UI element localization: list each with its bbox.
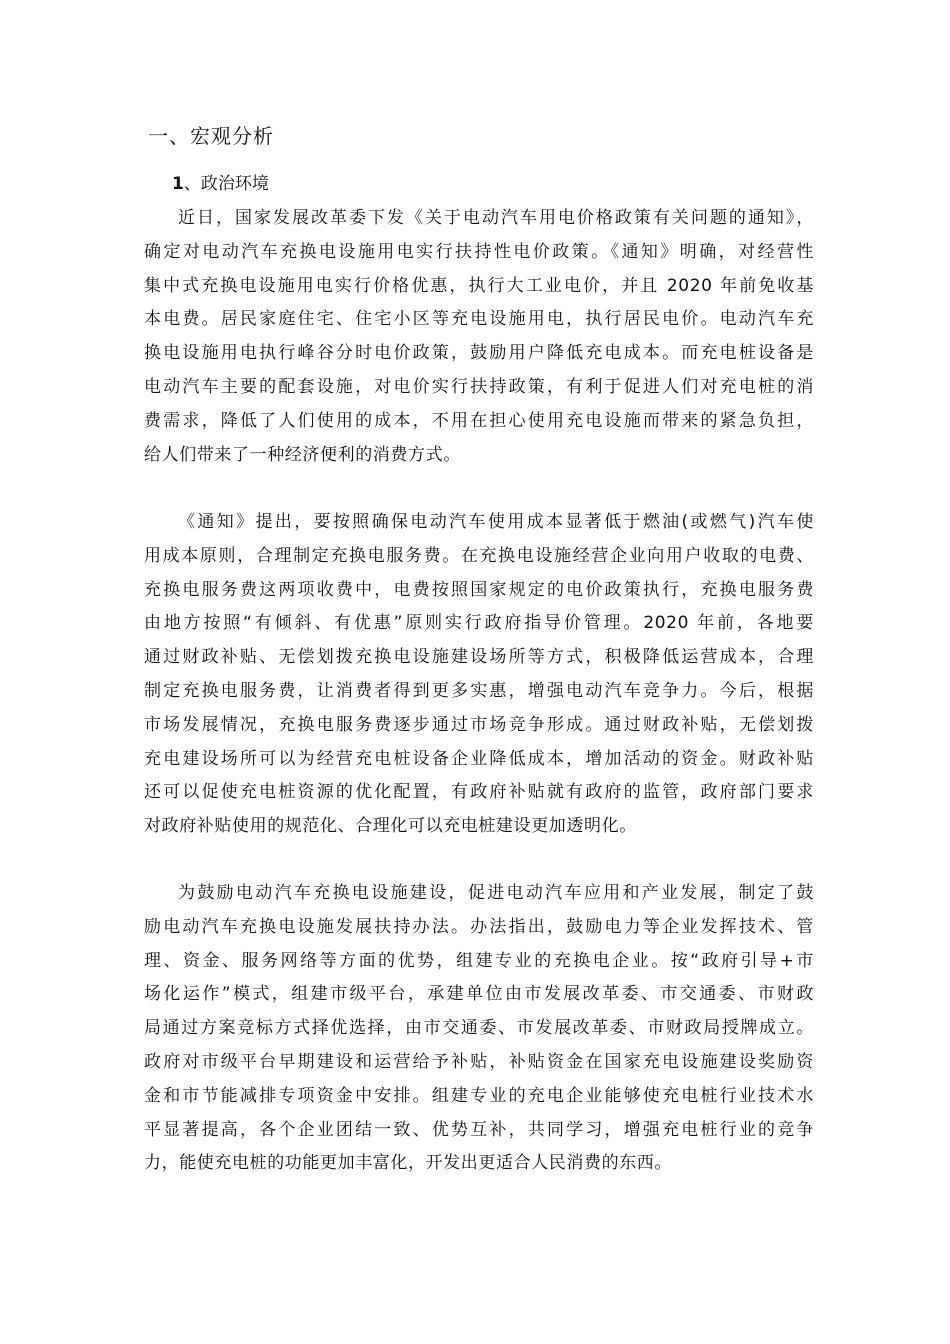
text-line: 政府对市级平台早期建设和运营给予补贴，补贴资金在国家充电设施建设奖励资 <box>144 1051 814 1072</box>
section-heading: 一、宏观分析 <box>148 124 274 148</box>
text-line: 对政府补贴使用的规范化、合理化可以充电桩建设更加透明化。 <box>144 816 637 837</box>
paragraph-1 <box>144 202 814 472</box>
text-line: 给人们带来了一种经济便利的消费方式。 <box>144 444 461 465</box>
paragraph-text <box>144 202 814 472</box>
text-line: 用成本原则，合理制定充换电服务费。在充换电设施经营企业向用户收取的电费、 <box>144 545 814 566</box>
text-line: 通过财政补贴、无偿划拨充换电设施建设场所等方式，积极降低运营成本，合理 <box>144 647 814 668</box>
text-line: 集中式充换电设施用电实行价格优惠，执行大工业电价，并且 2020 年前免收基 <box>144 275 814 296</box>
subheading <box>172 168 269 200</box>
text-line: 费需求，降低了人们使用的成本，不用在担心使用充电设施而带来的紧急负担， <box>144 410 814 431</box>
text-line: 充换电服务费这两项收费中，电费按照国家规定的电价政策执行，充换电服务费 <box>144 579 814 600</box>
subheading-text: 、政治环境 <box>183 174 269 194</box>
text-line: 换电设施用电执行峰谷分时电价政策，鼓励用户降低充电成本。而充电桩设备是 <box>144 343 814 364</box>
text-line: 电动汽车主要的配套设施，对电价实行扶持政策，有利于促进人们对充电桩的消 <box>144 376 814 397</box>
text-line: 《通知》提出，要按照确保电动汽车使用成本显著低于燃油(或燃气)汽车使 <box>178 512 814 532</box>
paragraph-3 <box>144 877 814 1181</box>
paragraph-2 <box>144 506 814 844</box>
text-line: 市场发展情况，充换电服务费逐步通过市场竞争形成。通过财政补贴，无偿划拨 <box>144 714 814 735</box>
text-line: 局通过方案竞标方式择优选择，由市交通委、市发展改革委、市财政局授牌成立。 <box>144 1018 814 1039</box>
text-line: 力，能使充电桩的功能更加丰富化，开发出更适合人民消费的东西。 <box>144 1153 672 1174</box>
text-line: 本电费。居民家庭住宅、住宅小区等充电设施用电，执行居民电价。电动汽车充 <box>144 309 814 330</box>
subheading-number: 1 <box>172 174 184 194</box>
text-line: 理、资金、服务网络等方面的优势，组建专业的充换电企业。按“政府引导+市 <box>144 950 814 971</box>
text-line: 场化运作”模式，组建市级平台，承建单位由市发展改革委、市交通委、市财政 <box>144 984 814 1005</box>
text-line: 还可以促使充电桩资源的优化配置，有政府补贴就有政府的监管，政府部门要求 <box>144 782 814 803</box>
text-line: 近日，国家发展改革委下发《关于电动汽车用电价格政策有关问题的通知》， <box>178 208 814 228</box>
text-line: 由地方按照“有倾斜、有优惠”原则实行政府指导价管理。2020 年前，各地要 <box>144 613 814 634</box>
text-line: 确定对电动汽车充换电设施用电实行扶持性电价政策。《通知》明确，对经营性 <box>144 241 814 262</box>
paragraph-text <box>144 877 814 1181</box>
paragraph-text <box>144 506 814 844</box>
text-line: 金和市节能减排专项资金中安排。组建专业的充电企业能够使充电桩行业技术水 <box>144 1085 814 1106</box>
text-line: 为鼓励电动汽车充换电设施建设，促进电动汽车应用和产业发展，制定了鼓 <box>178 883 814 903</box>
text-line: 充电建设场所可以为经营充电桩设备企业降低成本，增加活动的资金。财政补贴 <box>144 748 814 769</box>
text-line: 制定充换电服务费，让消费者得到更多实惠，增强电动汽车竞争力。今后，根据 <box>144 680 814 701</box>
text-line: 平显著提高，各个企业团结一致、优势互补，共同学习，增强充电桩行业的竞争 <box>144 1119 814 1140</box>
text-line: 励电动汽车充换电设施发展扶持办法。办法指出，鼓励电力等企业发挥技术、管 <box>144 916 814 937</box>
